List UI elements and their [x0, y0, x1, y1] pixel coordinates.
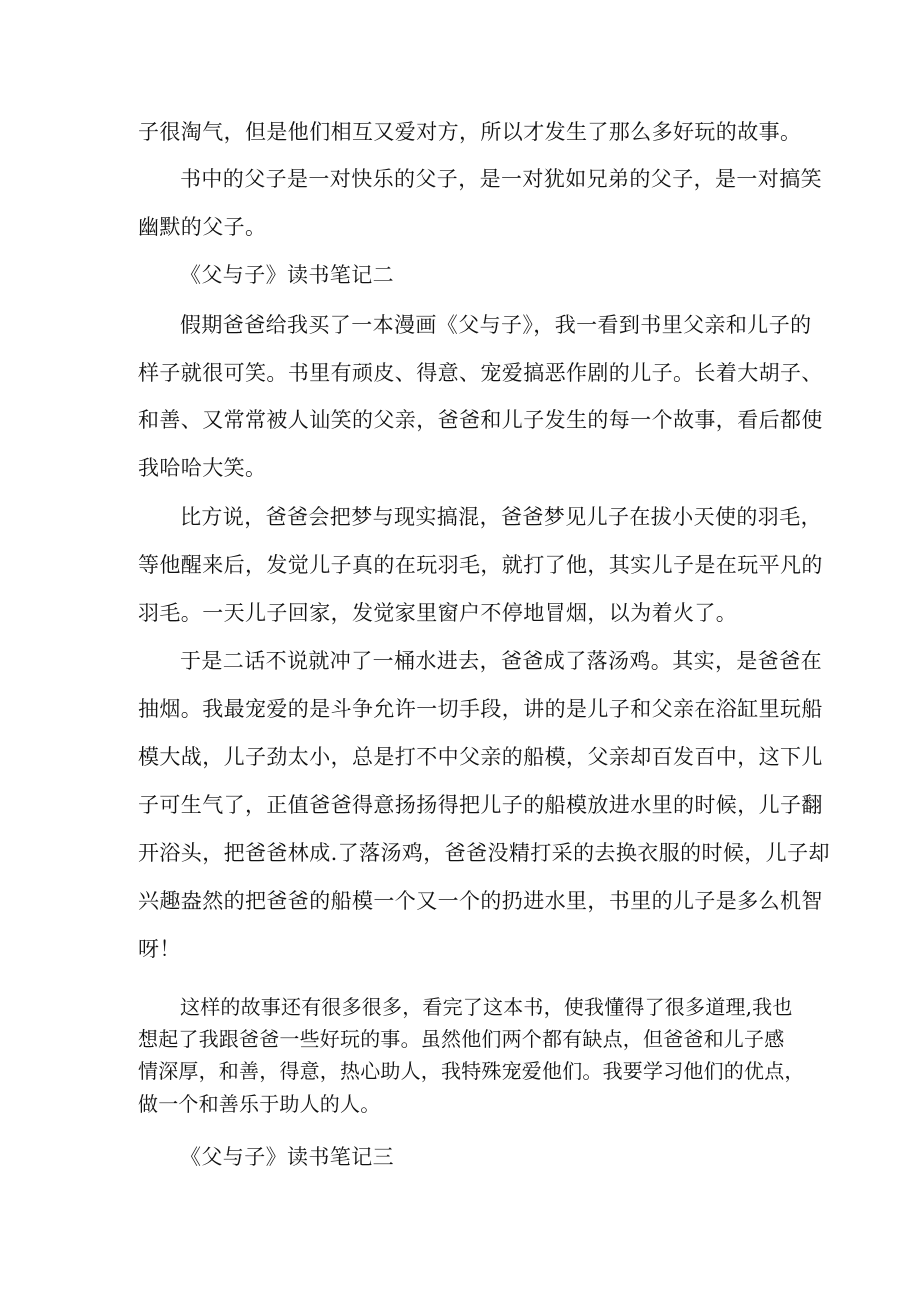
paragraph-line: 抽烟。我最宠爱的是斗争允许一切手段，讲的是儿子和父亲在浴缸里玩船 [138, 697, 823, 721]
paragraph-line: 等他醒来后，发觉儿子真的在玩羽毛，就打了他，其实儿子是在玩平凡的 [138, 553, 823, 577]
paragraph-line: 这样的故事还有很多很多，看完了这本书，使我懂得了很多道理,我也 [180, 995, 793, 1019]
paragraph-line: 书中的父子是一对快乐的父子，是一对犹如兄弟的父子，是一对搞笑 [180, 167, 822, 191]
paragraph-line: 比方说，爸爸会把梦与现实搞混，爸爸梦见儿子在拔小天使的羽毛， [180, 505, 822, 529]
paragraph-line: 羽毛。一天儿子回家，发觉家里窗户不停地冒烟，以为着火了。 [138, 601, 738, 625]
paragraph-line: 兴趣盎然的把爸爸的船模一个又一个的扔进水里，书里的儿子是多么机智 [138, 889, 823, 913]
paragraph-line: 假期爸爸给我买了一本漫画《父与子》，我一看到书里父亲和儿子的 [180, 313, 812, 337]
section-heading: 《父与子》读书笔记二 [180, 263, 394, 287]
paragraph-line: 子很淘气，但是他们相互又爱对方，所以才发生了那么多好玩的故事。 [138, 120, 802, 144]
section-heading: 《父与子》读书笔记三 [180, 1145, 394, 1169]
paragraph-line: 开浴头，把爸爸林成.了落汤鸡，爸爸没精打采的去换衣服的时候，儿子却 [138, 841, 830, 865]
paragraph-line: 幽默的父子。 [138, 215, 267, 239]
paragraph-line: 模大战，儿子劲太小，总是打不中父亲的船模，父亲却百发百中，这下儿 [138, 745, 823, 769]
paragraph-line: 情深厚，和善，得意，热心助人，我特殊宠爱他们。我要学习他们的优点， [138, 1059, 805, 1083]
paragraph-line: 我哈哈大笑。 [138, 456, 267, 480]
paragraph-line: 和善、又常常被人讪笑的父亲，爸爸和儿子发生的每一个故事，看后都使 [138, 408, 823, 432]
paragraph-line: 子可生气了，正值爸爸得意扬扬得把儿子的船模放进水里的时候，儿子翻 [138, 793, 823, 817]
paragraph-line: 呀！ [138, 937, 181, 961]
paragraph-line: 想起了我跟爸爸一些好玩的事。虽然他们两个都有缺点，但爸爸和儿子感 [138, 1027, 785, 1051]
paragraph-line: 于是二话不说就冲了一桶水进去，爸爸成了落汤鸡。其实，是爸爸在 [180, 649, 822, 673]
paragraph-line: 样子就很可笑。书里有顽皮、得意、宠爱搞恶作剧的儿子。长着大胡子、 [138, 361, 823, 385]
paragraph-line: 做一个和善乐于助人的人。 [138, 1092, 381, 1116]
